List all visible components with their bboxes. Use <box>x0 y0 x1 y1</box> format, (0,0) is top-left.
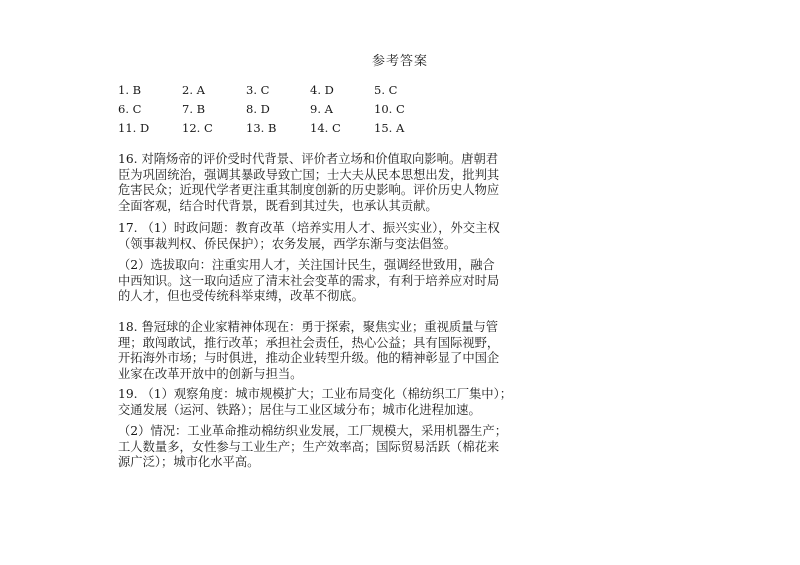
mc-answer: 13. B <box>246 121 277 135</box>
answer-17 <box>118 221 698 305</box>
answer-16-line: 16. 对隋炀帝的评价受时代背景、评价者立场和价值取向影响。唐朝君 <box>118 152 499 166</box>
page-title: 参考答案 <box>371 54 428 69</box>
mc-answer: 5. C <box>374 83 398 97</box>
answer-19-part2-line: 源广泛）；城市化水平高。 <box>118 455 260 469</box>
multiple-choice-answers <box>118 82 438 136</box>
answer-19-part2-line: （2）情况：工业革命推动棉纺织业发展，工厂规模大，采用机器生产； <box>118 424 508 438</box>
mc-answer: 10. C <box>374 102 405 116</box>
mc-answer: 7. B <box>182 102 206 116</box>
mc-answer: 6. C <box>118 102 142 116</box>
mc-answer: 4. D <box>310 83 334 97</box>
answer-19-part1-line: 19. （1）观察角度：城市规模扩大；工业布局变化（棉纺织工厂集中）； <box>118 387 513 401</box>
answer-18 <box>118 320 698 382</box>
mc-answer: 1. B <box>118 83 142 97</box>
mc-answer: 12. C <box>182 121 213 135</box>
answer-17-part2-line: 的人才，但也受传统科举束缚，改革不彻底。 <box>118 289 364 303</box>
answer-17-part2-line: 中西知识。这一取向适应了清末社会变革的需求，有利于培养应对时局 <box>118 273 500 288</box>
mc-answer: 8. D <box>246 102 270 116</box>
answer-18-line: 业家在改革开放中的创新与担当。 <box>118 366 303 381</box>
answer-19-part2-line: 工人数量多，女性参与工业生产；生产效率高；国际贸易活跃（棉花来 <box>118 439 500 454</box>
mc-answer: 3. C <box>246 83 270 97</box>
answer-18-line: 开拓海外市场；与时俱进，推动企业转型升级。他的精神彰显了中国企 <box>118 351 500 365</box>
answer-17-part1-line: （领事裁判权、侨民保护）；农务发展，西学东渐与变法倡签。 <box>118 236 457 251</box>
answer-16-line: 危害民众；近现代学者更注重其制度创新的历史影响。评价历史人物应 <box>118 183 500 197</box>
answer-16-line: 全面客观，结合时代背景，既看到其过失，也承认其贡献。 <box>118 198 438 213</box>
answer-18-line: 18. 鲁冠球的企业家精神体现在：勇于探索，聚焦实业；重视质量与管 <box>118 320 499 334</box>
answer-16-line: 臣为巩固统治，强调其暴政导致亡国；士大夫从民本思想出发，批判其 <box>118 167 500 182</box>
mc-answer: 15. A <box>374 121 405 135</box>
answer-16 <box>118 152 698 214</box>
answer-17-part2-line: （2）选拔取向：注重实用人才，关注国计民生，强调经世致用，融合 <box>118 258 495 272</box>
mc-answer: 9. A <box>310 102 333 116</box>
mc-answer: 2. A <box>182 83 205 97</box>
answer-19-part1-line: 交通发展（运河、铁路）；居住与工业区域分布；城市化进程加速。 <box>118 402 481 417</box>
answer-18-line: 理；敢闯敢试，推行改革；承担社会责任，热心公益；具有国际视野， <box>118 335 500 350</box>
mc-answer: 11. D <box>118 121 150 135</box>
answer-19 <box>118 387 698 471</box>
mc-answer: 14. C <box>310 121 341 135</box>
answer-17-part1-line: 17. （1）时政问题：教育改革（培养实用人才、振兴实业），外交主权 <box>118 221 500 235</box>
